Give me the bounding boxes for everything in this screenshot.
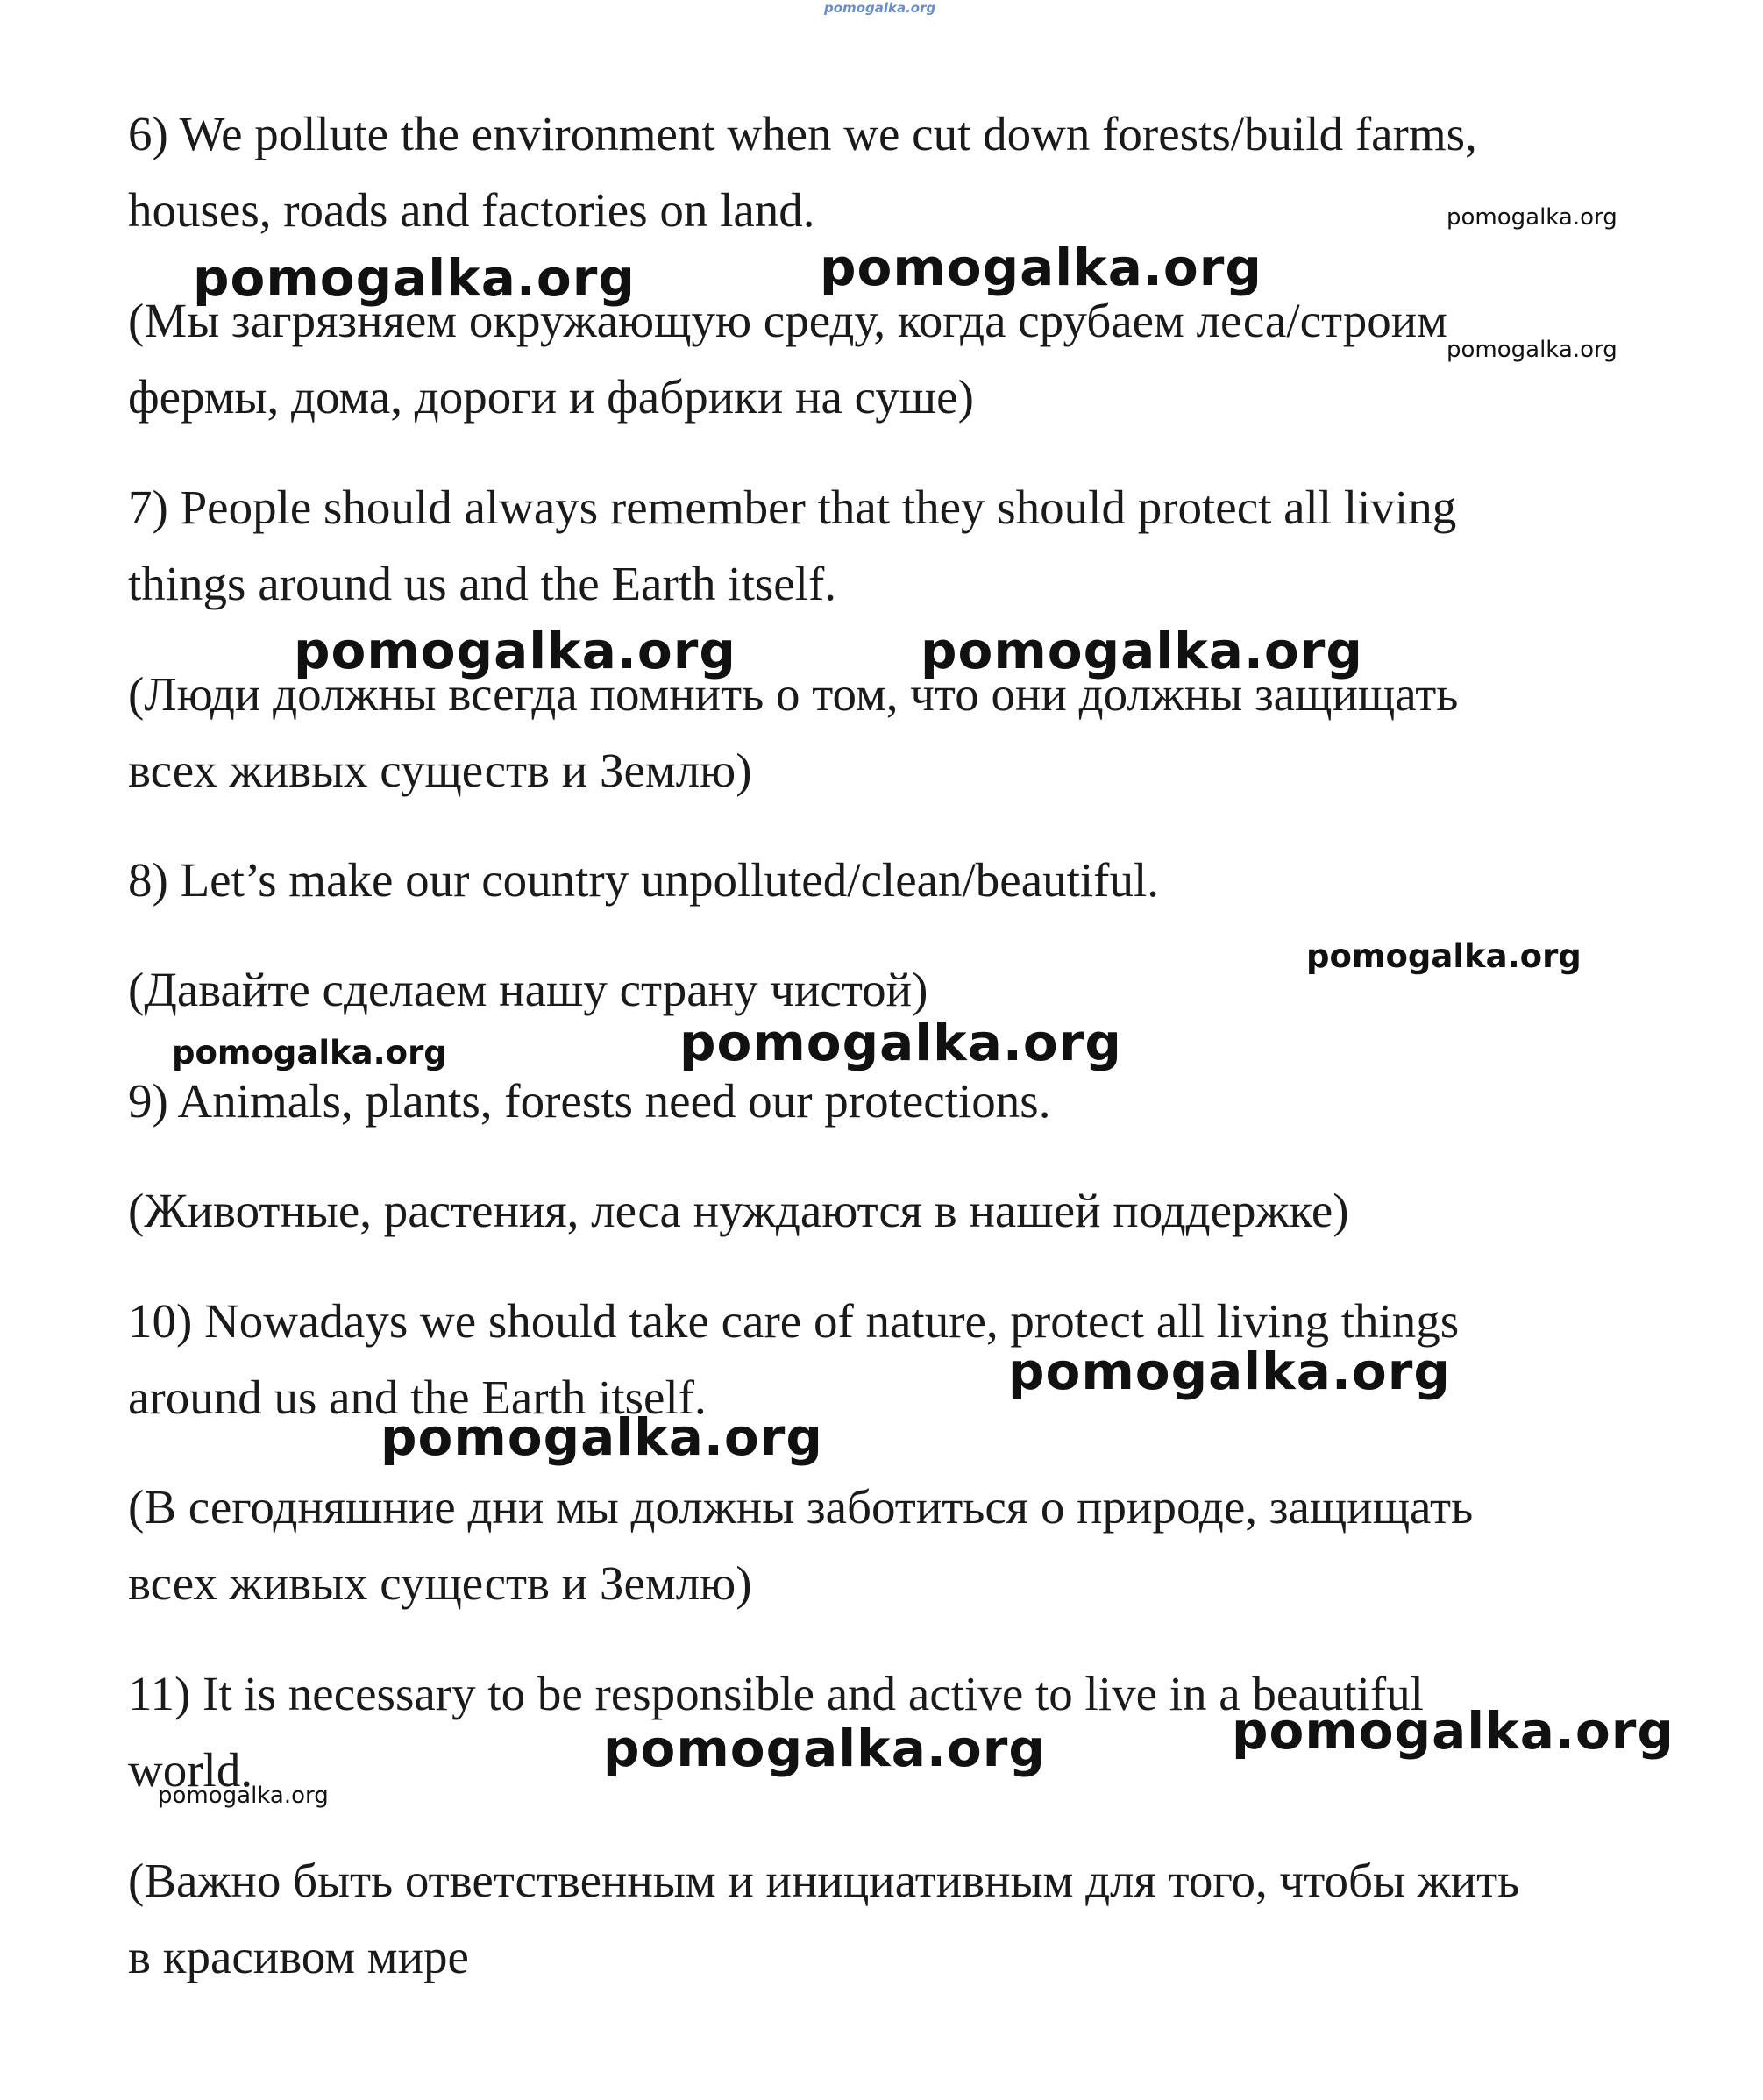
watermark: pomogalka.org	[158, 1783, 329, 1809]
item-11-russian-line-1: (Важно быть ответственным и инициативным для того, чтобы жить	[128, 1854, 1520, 1907]
watermark: pomogalka.org	[603, 1719, 1046, 1778]
watermark: pomogalka.org	[679, 1013, 1122, 1072]
item-6-english-line-2: houses, roads and factories on land.	[128, 183, 815, 237]
item-7-russian-line-2: всех живых существ и Землю)	[128, 744, 752, 797]
watermark: pomogalka.org	[294, 621, 736, 680]
watermark: pomogalka.org	[921, 621, 1363, 680]
item-9-english-line-1: 9) Animals, plants, forests need our protections.	[128, 1074, 1051, 1128]
item-11-russian-line-2: в красивом мире	[128, 1930, 469, 1983]
item-10-english-line-1: 10) Nowadays we should take care of nature, protect all living things	[128, 1294, 1460, 1348]
watermark: pomogalka.org	[380, 1407, 823, 1467]
item-11-english-line-2: world.	[128, 1743, 253, 1797]
watermark: pomogalka.org	[820, 238, 1262, 297]
item-8-english-line-1: 8) Let’s make our country unpolluted/clean/beautiful.	[128, 853, 1160, 907]
item-10-russian-line-2: всех живых существ и Землю)	[128, 1556, 752, 1610]
watermark: pomogalka.org	[1447, 204, 1617, 231]
item-10-russian-line-1: (В сегодняшние дни мы должны заботиться о природе, защищать	[128, 1480, 1474, 1534]
watermark: pomogalka.org	[193, 248, 636, 308]
watermark: pomogalka.org	[1232, 1701, 1674, 1761]
item-7-english-line-1: 7) People should always remember that they should protect all living	[128, 481, 1457, 534]
item-7-english-line-2: things around us and the Earth itself.	[128, 557, 837, 610]
top-watermark: pomogalka.org	[824, 0, 936, 16]
watermark: pomogalka.org	[1447, 337, 1617, 363]
item-6-russian-line-2: фермы, дома, дороги и фабрики на суше)	[128, 370, 974, 424]
item-6-english-line-1: 6) We pollute the environment when we cut down forests/build farms,	[128, 107, 1477, 160]
item-6-russian-line-1: (Мы загрязняем окружающую среду, когда срубаем леса/строим	[128, 294, 1447, 347]
item-11-english-line-1: 11) It is necessary to be responsible and active to live in a beautiful	[128, 1667, 1424, 1720]
item-7-russian-line-1: (Люди должны всегда помнить о том, что они должны защищать	[128, 667, 1459, 721]
item-9-russian-line-1: (Животные, растения, леса нуждаются в нашей поддержке)	[128, 1184, 1349, 1237]
item-10-english-line-2: around us and the Earth itself.	[128, 1370, 707, 1424]
watermark: pomogalka.org	[1008, 1342, 1451, 1401]
watermark: pomogalka.org	[172, 1034, 447, 1071]
item-8-russian-line-1: (Давайте сделаем нашу страну чистой)	[128, 963, 928, 1016]
watermark: pomogalka.org	[1306, 937, 1582, 975]
